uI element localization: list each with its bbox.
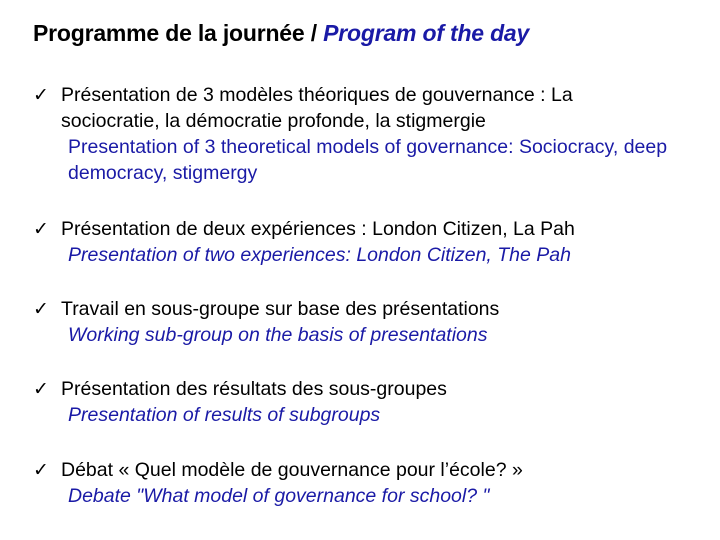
checkmark-icon: ✓: [33, 219, 49, 240]
title-english: Program of the day: [323, 20, 530, 46]
item-french-text: Débat « Quel modèle de gouvernance pour l’école? »: [61, 459, 523, 481]
checkmark-icon: ✓: [33, 379, 49, 400]
page-title: [33, 20, 529, 47]
item-french-text: Présentation de deux expériences : London Citizen, La Pah: [61, 218, 575, 240]
item-english-text: Working sub-group on the basis of presentations: [68, 324, 488, 346]
item-english-text: Presentation of 3 theoretical models of governance: Sociocracy, deep democracy, stigmergy: [68, 136, 668, 184]
checkmark-icon: ✓: [33, 299, 49, 320]
checkmark-icon: ✓: [33, 85, 49, 106]
item-french-text: Travail en sous-groupe sur base des présentations: [61, 298, 500, 320]
checkmark-icon: ✓: [33, 460, 49, 481]
title-separator: /: [310, 20, 317, 46]
list-item: [33, 296, 703, 348]
item-english-text: Presentation of two experiences: London Citizen, The Pah: [68, 244, 571, 266]
item-french-text: Présentation des résultats des sous-groupes: [61, 378, 447, 400]
title-french: Programme de la journée: [33, 20, 305, 46]
list-item: [33, 82, 703, 186]
item-french-text: Présentation de 3 modèles théoriques de gouvernance : La sociocratie, la démocratie profonde, la stigmergie: [61, 84, 573, 132]
item-english-text: Presentation of results of subgroups: [68, 404, 381, 426]
item-english-text: Debate "What model of governance for school? ": [68, 485, 490, 507]
list-item: [33, 216, 703, 268]
list-item: [33, 457, 703, 509]
list-item: [33, 376, 703, 428]
